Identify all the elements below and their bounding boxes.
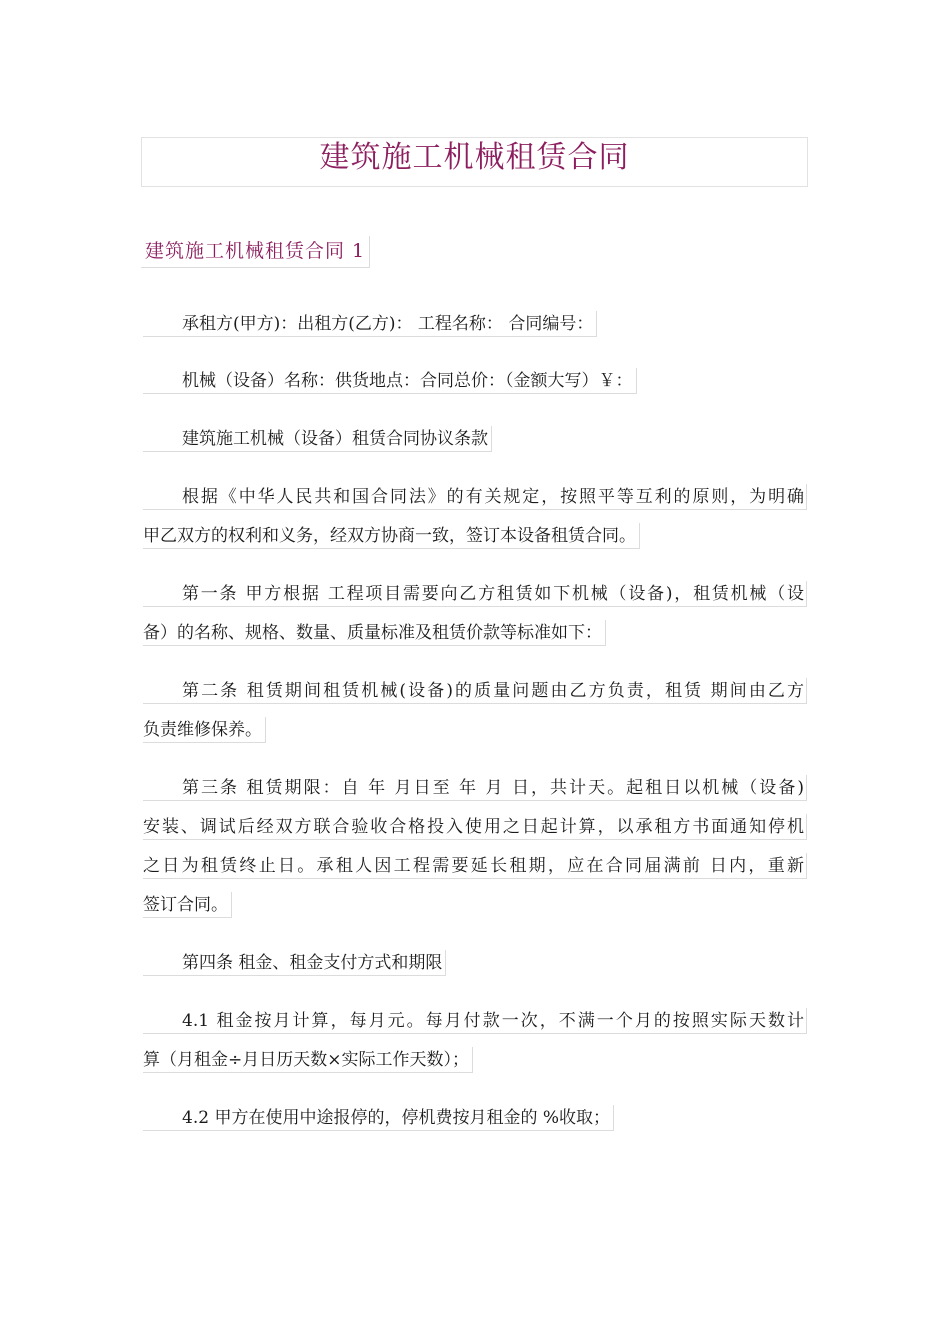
section-heading: 建筑施工机械租赁合同 1	[141, 236, 370, 268]
title-box	[141, 137, 808, 187]
article-3-line-3: 之日为租赁终止日。承租人因工程需要延长租期，应在合同届满前 日内，重新	[143, 853, 807, 879]
clause-4-2-line: 4.2 甲方在使用中途报停的，停机费按月租金的 %收取；	[143, 1105, 614, 1131]
article-2-line-1: 第二条 租赁期间租赁机械(设备)的质量问题由乙方负责，租赁 期间由乙方	[143, 678, 807, 704]
preamble-line-1: 根据《中华人民共和国合同法》的有关规定，按照平等互利的原则，为明确	[143, 484, 807, 510]
article-3-line-2: 安装、调试后经双方联合验收合格投入使用之日起计算，以承租方书面通知停机	[143, 814, 807, 840]
preamble-line-2: 甲乙双方的权利和义务，经双方协商一致，签订本设备租赁合同。	[143, 523, 640, 549]
clause-4-1-line-2: 算（月租金÷月日历天数×实际工作天数）；	[143, 1047, 473, 1073]
article-4-heading: 第四条 租金、租金支付方式和期限	[143, 950, 446, 976]
equipment-info-line: 机械（设备）名称：供货地点：合同总价：（金额大写）￥：	[143, 368, 637, 394]
article-3-line-4: 签订合同。	[143, 892, 232, 918]
article-3-line-1: 第三条 租赁期限：自 年 月日至 年 月 日，共计天。起租日以机械（设备)	[143, 775, 807, 801]
article-2-line-2: 负责维修保养。	[143, 717, 266, 743]
article-1-line-2: 备）的名称、规格、数量、质量标准及租赁价款等标准如下：	[143, 620, 606, 646]
clause-4-1-line-1: 4.1 租金按月计算，每月元。每月付款一次，不满一个月的按照实际天数计	[143, 1008, 807, 1034]
contract-parties-line: 承租方(甲方)：出租方(乙方)： 工程名称： 合同编号：	[143, 311, 597, 337]
article-1-line-1: 第一条 甲方根据 工程项目需要向乙方租赁如下机械（设备)，租赁机械（设	[143, 581, 807, 607]
agreement-heading-line: 建筑施工机械（设备）租赁合同协议条款	[143, 426, 492, 452]
document-title: 建筑施工机械租赁合同	[319, 140, 630, 175]
